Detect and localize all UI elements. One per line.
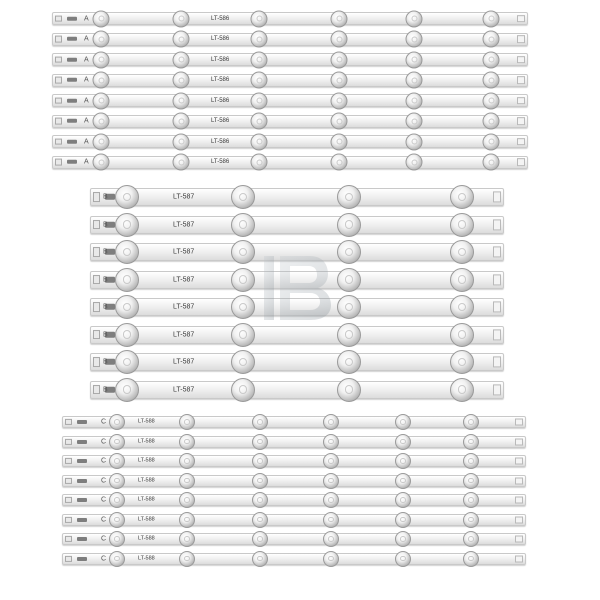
led-lens — [231, 350, 255, 374]
led-strip — [52, 33, 528, 46]
strip-chip — [77, 518, 87, 522]
led-lens — [231, 323, 255, 347]
led-lens — [231, 378, 255, 402]
led-lens — [395, 512, 411, 528]
ib-logo-watermark — [258, 248, 338, 333]
led-lens — [463, 434, 479, 450]
led-lens — [463, 492, 479, 508]
led-lens — [395, 531, 411, 547]
led-lens — [406, 154, 423, 171]
strip-model-label: LT-586 — [211, 159, 230, 165]
strip-chip — [67, 139, 77, 143]
led-lens — [331, 154, 348, 171]
strip-chip — [67, 98, 77, 102]
led-lens — [252, 434, 268, 450]
led-lens — [93, 31, 110, 48]
strip-connector — [93, 220, 100, 230]
led-lens — [251, 72, 268, 89]
led-strip — [52, 135, 528, 148]
strip-model-label: LT-587 — [173, 303, 195, 311]
led-lens — [395, 473, 411, 489]
strip-letter: B — [103, 303, 108, 311]
led-lens — [109, 434, 125, 450]
led-lens — [109, 453, 125, 469]
strip-connector — [93, 330, 100, 340]
led-lens — [463, 453, 479, 469]
led-lens — [173, 113, 190, 130]
led-lens — [323, 453, 339, 469]
led-lens — [331, 10, 348, 27]
led-lens — [337, 295, 361, 319]
strip-end-connector — [515, 477, 523, 484]
led-lens — [450, 323, 474, 347]
led-lens — [406, 31, 423, 48]
led-lens — [337, 268, 361, 292]
led-lens — [463, 551, 479, 567]
strip-end-connector — [517, 56, 525, 64]
led-lens — [93, 72, 110, 89]
led-lens — [483, 51, 500, 68]
led-lens — [93, 133, 110, 150]
strip-end-connector — [493, 246, 501, 257]
led-lens — [231, 185, 255, 209]
led-lens — [173, 133, 190, 150]
led-strip — [52, 115, 528, 128]
led-lens — [406, 51, 423, 68]
strip-chip — [77, 420, 87, 424]
strip-chip — [77, 459, 87, 463]
led-lens — [450, 350, 474, 374]
led-lens — [252, 453, 268, 469]
led-strip — [62, 475, 526, 487]
led-strip — [90, 353, 504, 371]
led-lens — [406, 72, 423, 89]
strip-connector — [93, 302, 100, 312]
strip-model-label: LT-588 — [138, 476, 155, 483]
led-lens — [450, 185, 474, 209]
led-lens — [252, 492, 268, 508]
led-lens — [483, 31, 500, 48]
strip-letter: B — [103, 331, 108, 338]
led-strip — [90, 188, 504, 206]
strip-letter: B — [103, 248, 108, 256]
led-strip — [52, 12, 528, 25]
led-lens — [395, 453, 411, 469]
strip-letter: C — [101, 496, 107, 504]
strip-end-connector — [493, 219, 501, 230]
led-strip — [52, 156, 528, 169]
strip-connector — [65, 497, 72, 503]
led-lens — [395, 414, 411, 430]
led-lens — [463, 512, 479, 528]
led-lens — [395, 551, 411, 567]
led-lens — [231, 295, 255, 319]
strip-chip — [67, 37, 77, 41]
strip-chip — [77, 498, 87, 502]
strip-connector — [55, 97, 62, 104]
led-strip — [90, 216, 504, 234]
led-strip — [52, 94, 528, 107]
strip-end-connector — [515, 516, 523, 523]
strip-end-connector — [517, 158, 525, 166]
led-lens — [323, 531, 339, 547]
led-lens — [323, 414, 339, 430]
led-lens — [395, 492, 411, 508]
led-lens — [331, 51, 348, 68]
strip-connector — [55, 36, 62, 43]
strip-letter: C — [101, 438, 107, 445]
strip-connector — [65, 516, 72, 522]
led-strip — [62, 455, 526, 467]
strip-end-connector — [515, 536, 523, 543]
led-lens — [251, 10, 268, 27]
led-lens — [450, 213, 474, 237]
strip-connector — [65, 555, 72, 561]
led-lens — [231, 213, 255, 237]
strip-letter: B — [103, 193, 108, 201]
led-lens — [179, 434, 195, 450]
strip-letter: A — [84, 117, 89, 125]
led-lens — [252, 551, 268, 567]
strip-model-label: LT-588 — [138, 515, 155, 522]
strip-connector — [93, 275, 100, 285]
strip-connector — [93, 385, 100, 395]
strip-end-connector — [517, 76, 525, 84]
led-lens — [450, 268, 474, 292]
led-lens — [463, 414, 479, 430]
led-lens — [179, 453, 195, 469]
strip-letter: C — [101, 477, 107, 484]
led-lens — [251, 51, 268, 68]
led-lens — [450, 295, 474, 319]
strip-letter: B — [103, 276, 108, 283]
led-lens — [173, 154, 190, 171]
strip-end-connector — [515, 438, 523, 445]
strip-letter: C — [101, 457, 107, 465]
led-lens — [115, 268, 139, 292]
led-lens — [406, 113, 423, 130]
strip-model-label: LT-586 — [211, 56, 230, 63]
strip-end-connector — [493, 301, 501, 312]
led-lens — [406, 133, 423, 150]
strip-model-label: LT-586 — [211, 77, 230, 83]
led-lens — [331, 133, 348, 150]
led-lens — [93, 92, 110, 109]
led-strip — [62, 533, 526, 545]
led-lens — [252, 512, 268, 528]
strip-end-connector — [493, 191, 501, 202]
led-lens — [109, 473, 125, 489]
strip-end-connector — [493, 329, 501, 340]
strip-end-connector — [493, 384, 501, 395]
strip-end-connector — [517, 15, 525, 23]
led-lens — [323, 512, 339, 528]
led-lens — [252, 414, 268, 430]
led-lens — [483, 10, 500, 27]
led-lens — [323, 492, 339, 508]
led-lens — [251, 154, 268, 171]
led-lens — [93, 154, 110, 171]
led-lens — [179, 531, 195, 547]
strip-chip — [77, 440, 87, 444]
strip-letter: A — [84, 15, 89, 22]
strip-model-label: LT-588 — [138, 457, 155, 464]
strip-model-label: LT-588 — [138, 496, 155, 503]
led-lens — [323, 473, 339, 489]
led-lens — [450, 240, 474, 264]
strip-letter: B — [103, 221, 108, 228]
strip-letter: A — [84, 97, 89, 104]
strip-letter: A — [84, 138, 89, 145]
strip-letter: A — [84, 35, 89, 43]
led-lens — [337, 323, 361, 347]
strip-end-connector — [517, 117, 525, 125]
strip-chip — [67, 16, 77, 20]
led-strip — [52, 53, 528, 66]
strip-model-label: LT-587 — [173, 276, 195, 283]
led-lens — [483, 92, 500, 109]
strip-end-connector — [515, 458, 523, 465]
led-lens — [331, 92, 348, 109]
led-lens — [179, 473, 195, 489]
strip-model-label: LT-588 — [138, 554, 155, 561]
led-lens — [115, 213, 139, 237]
strip-connector — [55, 118, 62, 125]
strip-letter: A — [84, 76, 89, 84]
strip-model-label: LT-588 — [138, 418, 155, 425]
strip-connector — [65, 438, 72, 444]
strip-end-connector — [493, 274, 501, 285]
strip-connector — [93, 357, 100, 367]
strip-connector — [65, 419, 72, 425]
led-lens — [109, 492, 125, 508]
led-lens — [93, 113, 110, 130]
led-strip — [52, 74, 528, 87]
strip-model-label: LT-588 — [138, 437, 155, 444]
strip-chip — [67, 160, 77, 164]
strip-model-label: LT-588 — [138, 535, 155, 542]
led-lens — [406, 92, 423, 109]
led-lens — [93, 51, 110, 68]
strip-letter: B — [103, 358, 108, 366]
strip-end-connector — [515, 497, 523, 504]
led-lens — [337, 213, 361, 237]
led-lens — [331, 72, 348, 89]
strip-connector — [93, 247, 100, 257]
led-lens — [109, 531, 125, 547]
strip-letter: B — [103, 386, 108, 393]
strip-end-connector — [515, 555, 523, 562]
strip-connector — [55, 77, 62, 84]
strip-connector — [55, 15, 62, 22]
led-lens — [463, 531, 479, 547]
strip-model-label: LT-586 — [211, 118, 230, 124]
led-strip — [62, 553, 526, 565]
led-lens — [252, 473, 268, 489]
led-lens — [173, 92, 190, 109]
led-lens — [331, 113, 348, 130]
led-lens — [179, 551, 195, 567]
strip-chip — [77, 557, 87, 561]
strip-model-label: LT-587 — [173, 193, 195, 201]
led-lens — [173, 10, 190, 27]
led-lens — [179, 414, 195, 430]
strip-model-label: LT-586 — [211, 36, 230, 42]
led-lens — [115, 350, 139, 374]
strip-letter: C — [101, 516, 107, 523]
led-lens — [93, 10, 110, 27]
led-lens — [115, 240, 139, 264]
led-lens — [115, 295, 139, 319]
led-lens — [251, 133, 268, 150]
led-lens — [323, 551, 339, 567]
led-lens — [115, 323, 139, 347]
strip-letter: C — [101, 555, 107, 562]
led-lens — [406, 10, 423, 27]
strip-model-label: LT-586 — [211, 15, 230, 22]
led-strip — [90, 381, 504, 399]
strip-connector — [55, 159, 62, 166]
led-lens — [173, 72, 190, 89]
strip-model-label: LT-587 — [173, 386, 195, 393]
led-lens — [231, 268, 255, 292]
led-lens — [251, 113, 268, 130]
strip-model-label: LT-587 — [173, 248, 195, 256]
strip-model-label: LT-586 — [211, 97, 230, 104]
led-strip — [62, 514, 526, 526]
strip-letter: C — [101, 535, 107, 543]
strip-end-connector — [517, 35, 525, 43]
led-lens — [483, 154, 500, 171]
led-lens — [483, 72, 500, 89]
led-lens — [337, 240, 361, 264]
led-lens — [483, 113, 500, 130]
led-lens — [463, 473, 479, 489]
led-lens — [337, 378, 361, 402]
strip-model-label: LT-587 — [173, 221, 195, 228]
strip-connector — [65, 477, 72, 483]
led-lens — [331, 31, 348, 48]
led-lens — [179, 512, 195, 528]
led-lens — [450, 378, 474, 402]
led-lens — [231, 240, 255, 264]
strip-chip — [77, 479, 87, 483]
led-lens — [115, 185, 139, 209]
strip-chip — [67, 78, 77, 82]
strip-model-label: LT-587 — [173, 331, 195, 338]
strip-connector — [93, 192, 100, 202]
strip-end-connector — [517, 97, 525, 105]
led-lens — [337, 350, 361, 374]
led-lens — [483, 133, 500, 150]
strip-letter: A — [84, 56, 89, 63]
led-lens — [109, 414, 125, 430]
strip-connector — [65, 536, 72, 542]
led-lens — [337, 185, 361, 209]
led-lens — [115, 378, 139, 402]
strip-connector — [55, 56, 62, 63]
led-strip — [62, 494, 526, 506]
strip-letter: C — [101, 418, 107, 426]
led-strip — [62, 436, 526, 448]
strip-chip — [67, 57, 77, 61]
led-strip — [62, 416, 526, 428]
led-lens — [251, 31, 268, 48]
led-lens — [252, 531, 268, 547]
led-lens — [109, 551, 125, 567]
strip-model-label: LT-586 — [211, 138, 230, 145]
strip-letter: A — [84, 158, 89, 166]
led-lens — [323, 434, 339, 450]
strip-connector — [55, 138, 62, 145]
led-lens — [395, 434, 411, 450]
led-lens — [109, 512, 125, 528]
strip-end-connector — [515, 419, 523, 426]
led-lens — [251, 92, 268, 109]
strip-chip — [67, 119, 77, 123]
strip-chip — [77, 537, 87, 541]
strip-end-connector — [517, 138, 525, 146]
led-lens — [173, 51, 190, 68]
strip-connector — [65, 458, 72, 464]
led-lens — [173, 31, 190, 48]
strip-end-connector — [493, 356, 501, 367]
led-lens — [179, 492, 195, 508]
strip-model-label: LT-587 — [173, 358, 195, 366]
